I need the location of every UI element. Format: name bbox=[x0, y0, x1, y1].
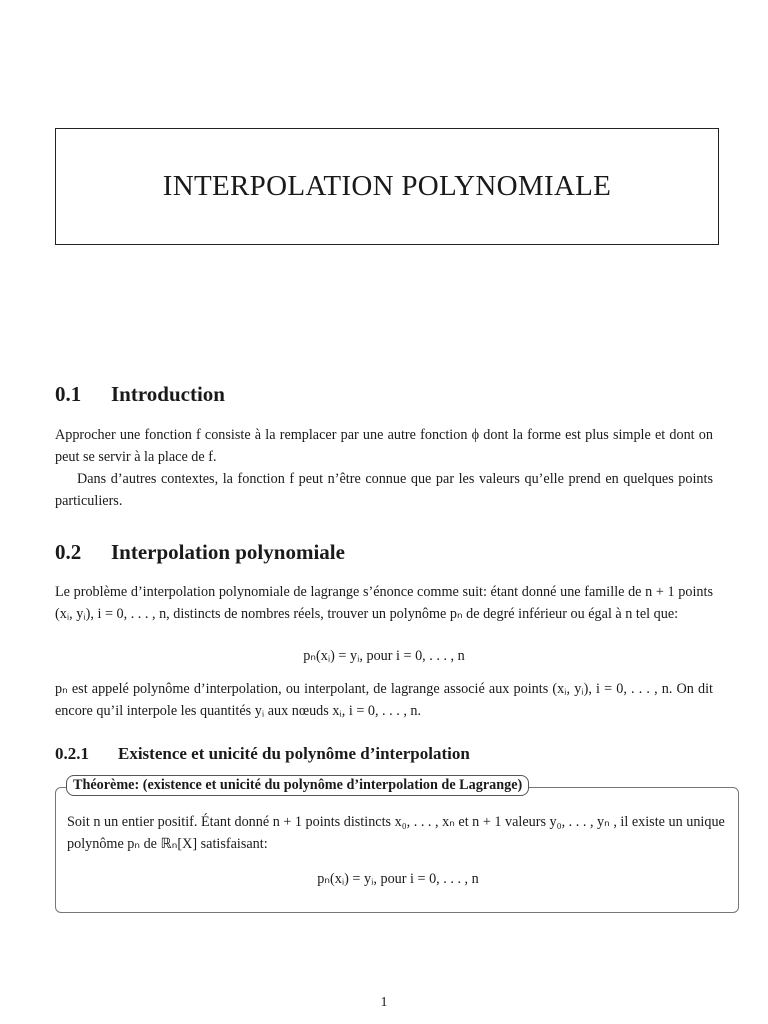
interpolation-equation: pₙ(xᵢ) = yᵢ, pour i = 0, . . . , n bbox=[303, 648, 465, 664]
document-title: INTERPOLATION POLYNOMIALE bbox=[162, 170, 612, 202]
subsection-title: Existence et unicité du polynôme d’interpolation bbox=[118, 744, 470, 763]
section-title: Interpolation polynomiale bbox=[111, 540, 345, 564]
section-heading-introduction bbox=[55, 382, 225, 407]
title-box bbox=[55, 128, 719, 245]
page-number: 1 bbox=[380, 995, 388, 1010]
intro-paragraph-2: Dans d’autres contextes, la fonction f peut n’être connue que par les valeurs qu’elle prend en quelques points particuliers. bbox=[55, 471, 713, 509]
subsection-number: 0.2.1 bbox=[55, 744, 89, 763]
interpolation-paragraph-2: pₙ est appelé polynôme d’interpolation, ou interpolant, de lagrange associé aux points (xᵢ, yᵢ), i = 0, . . . , n. On dit encore qu’il interpole les quantités yᵢ aux nœuds xᵢ, i = 0, . . . , n. bbox=[55, 681, 713, 719]
theorem-equation: pₙ(xᵢ) = yᵢ, pour i = 0, . . . , n bbox=[317, 871, 479, 887]
subsection-heading-existence bbox=[55, 744, 470, 764]
section-title: Introduction bbox=[111, 382, 225, 406]
intro-paragraph-1: Approcher une fonction f consiste à la remplacer par une autre fonction ϕ dont la forme est plus simple et dont on peut se servir à la place de f. bbox=[55, 427, 713, 465]
interpolation-paragraph-1: Le problème d’interpolation polynomiale de lagrange s’énonce comme suit: étant donné une famille de n + 1 points (xᵢ, yᵢ), i = 0, . . . , n, distincts de nombres réels, trouver un polynôme pₙ de degré inférieur ou égal à n tel que: bbox=[55, 584, 713, 622]
section-number: 0.1 bbox=[55, 382, 82, 406]
section-number: 0.2 bbox=[55, 540, 82, 564]
section-heading-interpolation bbox=[55, 540, 345, 565]
theorem-label: Théorème: (existence et unicité du polynôme d’interpolation de Lagrange) bbox=[66, 775, 529, 796]
theorem-statement: Soit n un entier positif. Étant donné n + 1 points distincts x₀, . . . , xₙ et n + 1 valeurs y₀, . . . , yₙ , il existe un unique polynôme pₙ de ℝₙ[X] satisfaisant: bbox=[67, 814, 725, 852]
